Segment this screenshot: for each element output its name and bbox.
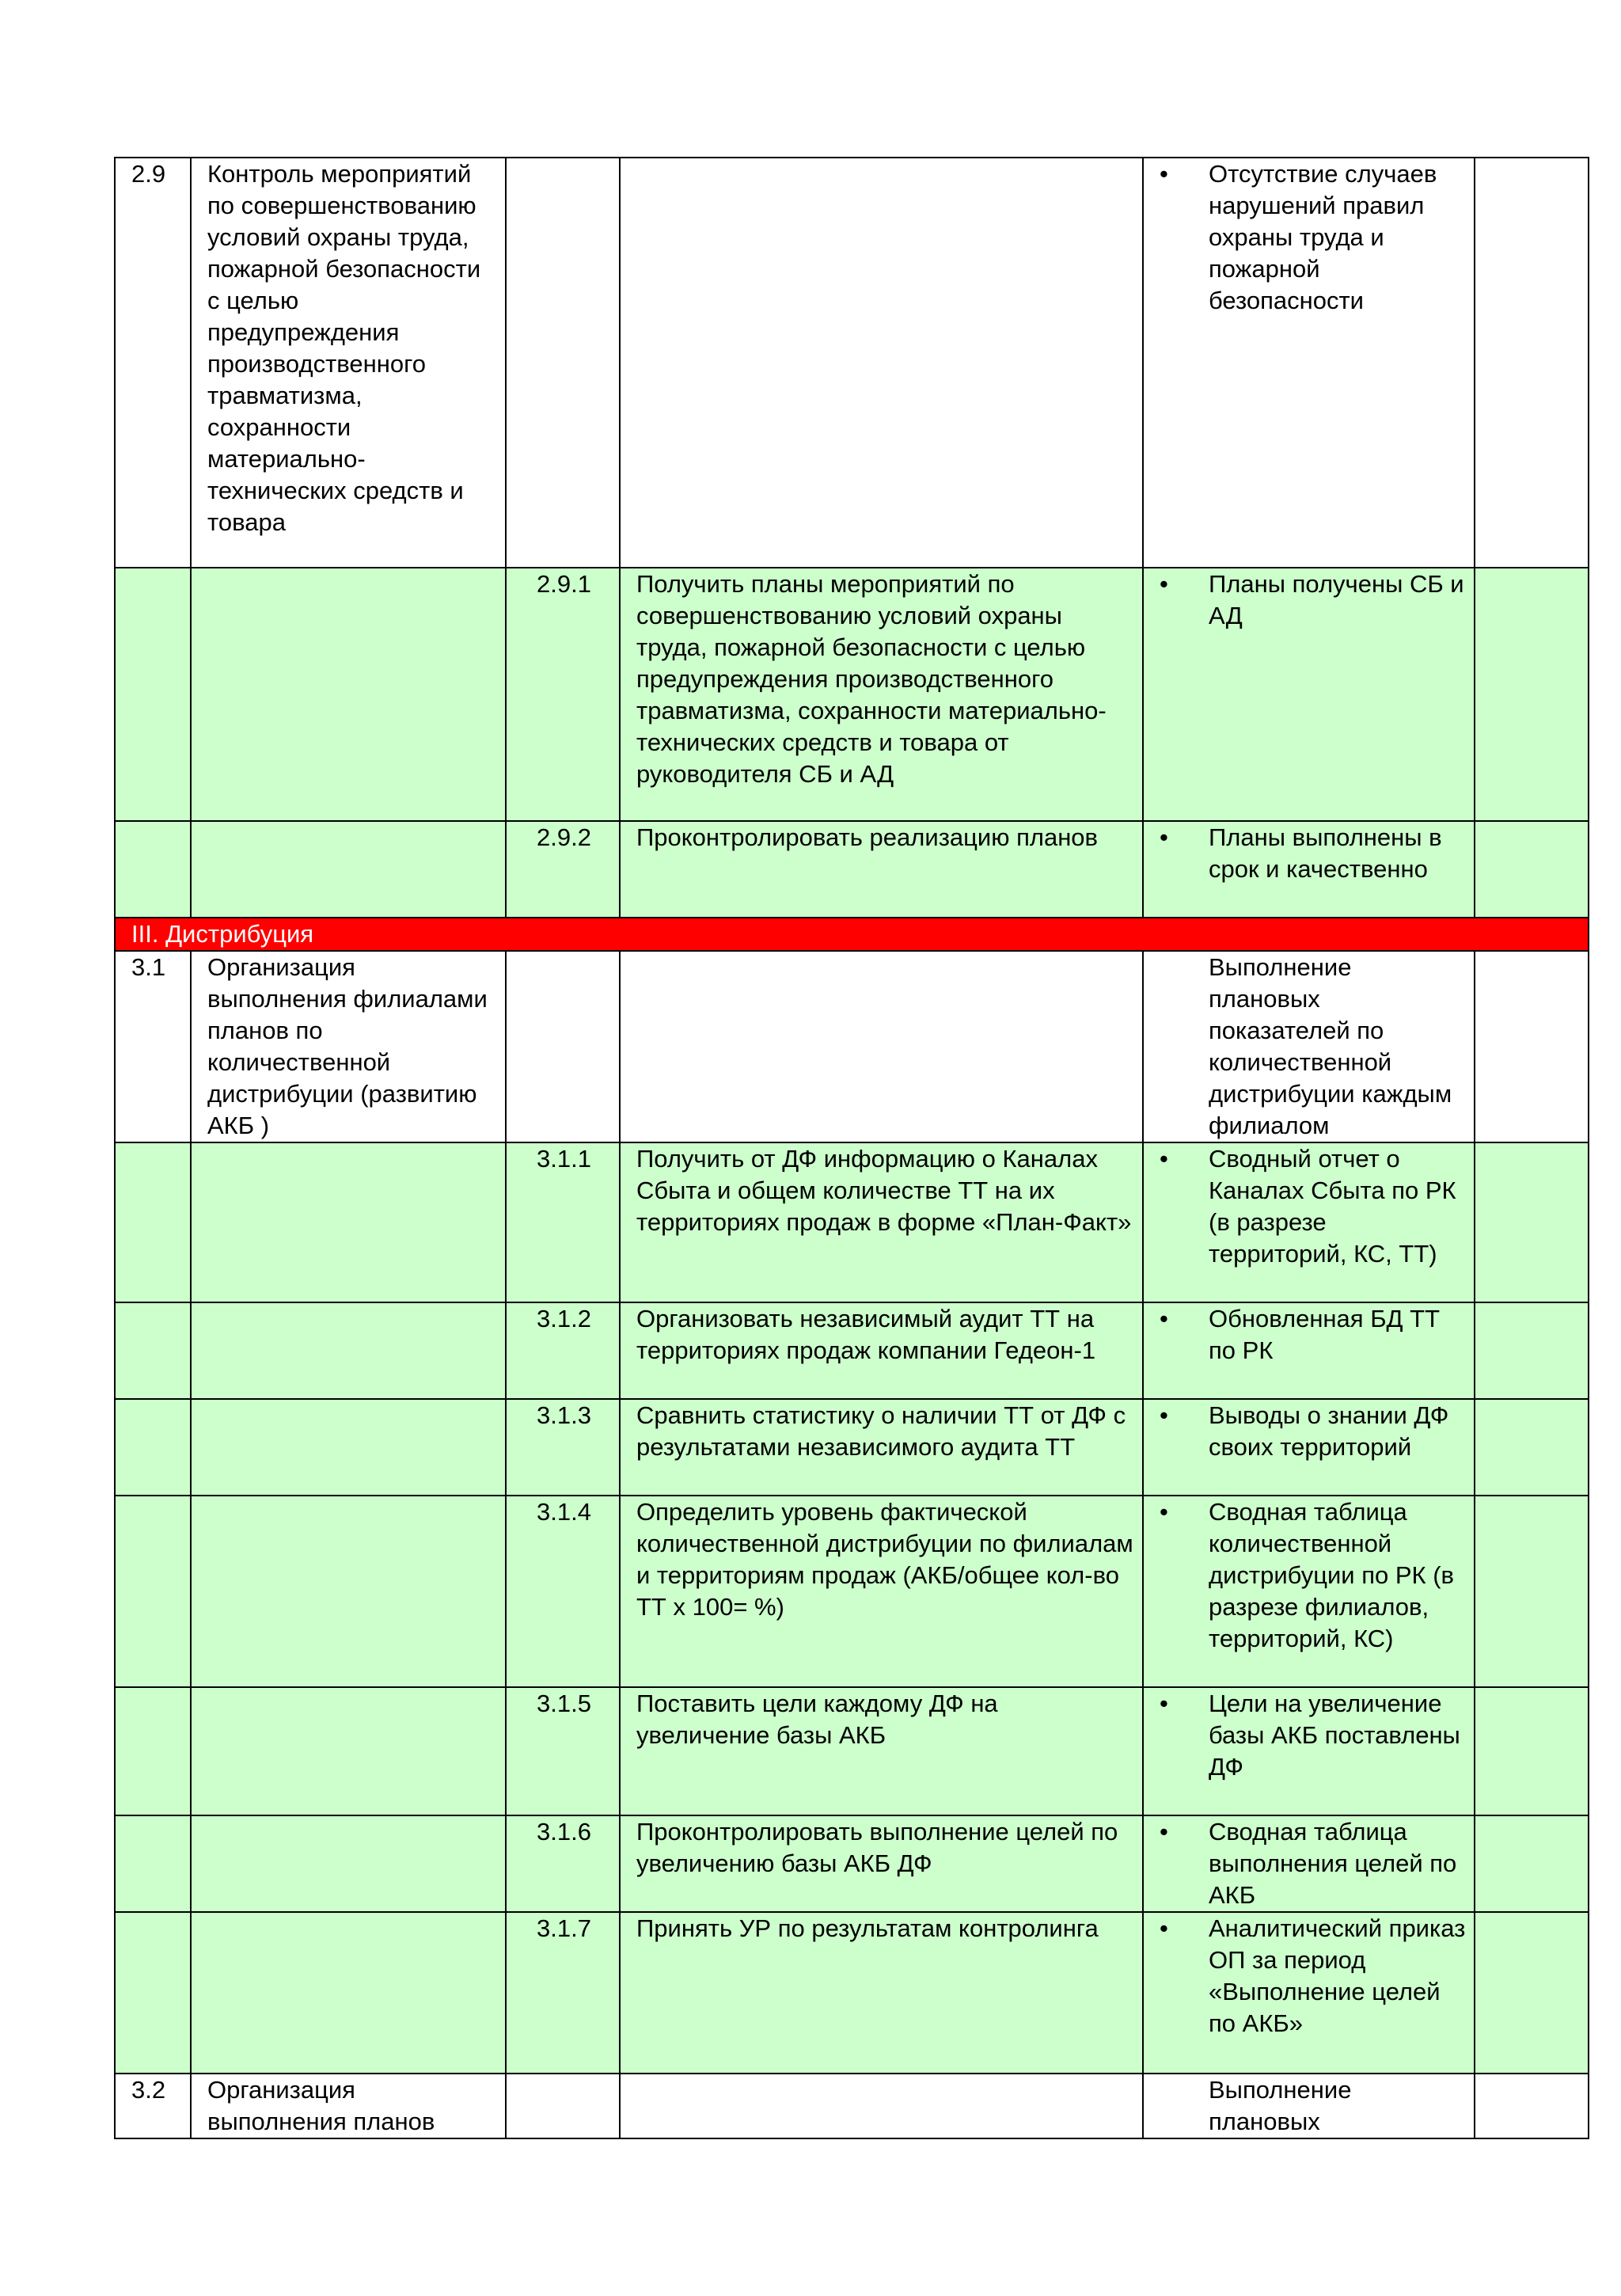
subitem-number: 3.1.2 (506, 1302, 620, 1399)
result-list (1160, 1913, 1466, 2039)
subitem-number: 2.9.2 (506, 821, 620, 918)
result-bullet: • Сводная таблица выполнения целей по АКБ (1160, 1816, 1466, 1911)
result-list (1160, 1303, 1466, 1367)
item-result (1143, 951, 1475, 1142)
result-list (1160, 1688, 1466, 1783)
result-list (1160, 822, 1466, 885)
item-number: 3.2 (115, 2074, 191, 2138)
item-number (115, 568, 191, 821)
item-result (1143, 1815, 1475, 1912)
item-number (115, 1912, 191, 2074)
item-number (115, 1687, 191, 1815)
item-number (115, 1496, 191, 1687)
subitem-task: Проконтролировать реализацию планов (620, 821, 1143, 918)
extra-cell (1475, 2074, 1589, 2138)
item-result (1143, 1302, 1475, 1399)
table-row (115, 568, 1589, 821)
extra-cell (1475, 568, 1589, 821)
subitem-task (620, 2074, 1143, 2138)
item-title: Организация выполнения планов (191, 2074, 506, 2138)
result-list (1160, 1143, 1466, 1270)
result-text: Выполнение плановых показателей по количественной дистрибуции каждым филиалом (1209, 953, 1452, 1139)
subitem-task: Принять УР по результатам контролинга (620, 1912, 1143, 2074)
result-bullet: • Обновленная БД ТТ по РК (1160, 1303, 1466, 1367)
table-row (115, 158, 1589, 568)
subitem-task (620, 158, 1143, 568)
extra-cell (1475, 1399, 1589, 1496)
subitem-task: Получить от ДФ информацию о Каналах Сбыта и общем количестве ТТ на их территориях продаж в форме «План-Факт» (620, 1142, 1143, 1302)
extra-cell (1475, 1142, 1589, 1302)
subitem-number (506, 158, 620, 568)
subitem-number (506, 951, 620, 1142)
extra-cell (1475, 821, 1589, 918)
item-title: Организация выполнения филиалами планов по количественной дистрибуции (развитию АКБ ) (191, 951, 506, 1142)
table-row (115, 1496, 1589, 1687)
item-title: Контроль мероприятий по совершенствованию условий охраны труда, пожарной безопасности с целью предупреждения производственного травматизма, сохранности материально-технических средств и товара (191, 158, 506, 568)
result-bullet: • Цели на увеличение базы АКБ поставлены ДФ (1160, 1688, 1466, 1783)
result-bullet: • Планы выполнены в срок и качественно (1160, 822, 1466, 885)
item-result (1143, 1399, 1475, 1496)
subitem-number: 3.1.3 (506, 1399, 620, 1496)
extra-cell (1475, 1815, 1589, 1912)
item-title (191, 1496, 506, 1687)
section-title: III. Дистрибуция (115, 918, 1589, 951)
item-number: 3.1 (115, 951, 191, 1142)
item-number (115, 1815, 191, 1912)
item-title (191, 1815, 506, 1912)
result-text: Выполнение плановых (1209, 2076, 1352, 2135)
item-result (1143, 158, 1475, 568)
table-row (115, 951, 1589, 1142)
subitem-number: 3.1.6 (506, 1815, 620, 1912)
table-row (115, 1912, 1589, 2074)
item-title (191, 1142, 506, 1302)
extra-cell (1475, 1496, 1589, 1687)
extra-cell (1475, 1302, 1589, 1399)
extra-cell (1475, 1912, 1589, 2074)
result-list (1160, 1496, 1466, 1655)
result-bullet: • Отсутствие случаев нарушений правил охраны труда и пожарной безопасности (1160, 158, 1466, 317)
process-table (114, 157, 1589, 2139)
item-title (191, 1302, 506, 1399)
item-number: 2.9 (115, 158, 191, 568)
item-title (191, 1687, 506, 1815)
result-list (1160, 1400, 1466, 1463)
extra-cell (1475, 1687, 1589, 1815)
item-result (1143, 1142, 1475, 1302)
subitem-number: 3.1.5 (506, 1687, 620, 1815)
subitem-number (506, 2074, 620, 2138)
item-result (1143, 1687, 1475, 1815)
table-row (115, 1399, 1589, 1496)
result-list (1160, 568, 1466, 632)
item-number (115, 1399, 191, 1496)
subitem-task: Получить планы мероприятий по совершенствованию условий охраны труда, пожарной безопасности с целью предупреждения производственного травматизма, сохранности материально-технических средств и товара от руководителя СБ и АД (620, 568, 1143, 821)
item-result (1143, 2074, 1475, 2138)
item-number (115, 1142, 191, 1302)
extra-cell (1475, 158, 1589, 568)
item-title (191, 821, 506, 918)
table-row (115, 821, 1589, 918)
result-list (1160, 1816, 1466, 1911)
subitem-number: 3.1.7 (506, 1912, 620, 2074)
item-result (1143, 1912, 1475, 2074)
subitem-number: 3.1.4 (506, 1496, 620, 1687)
subitem-number: 3.1.1 (506, 1142, 620, 1302)
result-bullet: • Сводный отчет о Каналах Сбыта по РК (в разрезе территорий, КС, ТТ) (1160, 1143, 1466, 1270)
table-row (115, 1302, 1589, 1399)
subitem-task: Организовать независимый аудит ТТ на территориях продаж компании Гедеон-1 (620, 1302, 1143, 1399)
table-row (115, 1815, 1589, 1912)
item-title (191, 568, 506, 821)
result-bullet: • Планы получены СБ и АД (1160, 568, 1466, 632)
item-result (1143, 1496, 1475, 1687)
subitem-task: Проконтролировать выполнение целей по увеличению базы АКБ ДФ (620, 1815, 1143, 1912)
extra-cell (1475, 951, 1589, 1142)
table-row (115, 2074, 1589, 2138)
item-title (191, 1399, 506, 1496)
subitem-task (620, 951, 1143, 1142)
table-row (115, 1687, 1589, 1815)
result-list (1160, 158, 1466, 317)
result-bullet: • Сводная таблица количественной дистрибуции по РК (в разрезе филиалов, территорий, КС) (1160, 1496, 1466, 1655)
subitem-task: Поставить цели каждому ДФ на увеличение базы АКБ (620, 1687, 1143, 1815)
table-row (115, 1142, 1589, 1302)
result-bullet: • Аналитический приказ ОП за период «Выполнение целей по АКБ» (1160, 1913, 1466, 2039)
item-number (115, 1302, 191, 1399)
subitem-number: 2.9.1 (506, 568, 620, 821)
result-bullet: • Выводы о знании ДФ своих территорий (1160, 1400, 1466, 1463)
subitem-task: Определить уровень фактической количественной дистрибуции по филиалам и территориям продаж (АКБ/общее кол-во ТТ х 100= %) (620, 1496, 1143, 1687)
item-number (115, 821, 191, 918)
section-row (115, 918, 1589, 951)
item-result (1143, 821, 1475, 918)
subitem-task: Сравнить статистику о наличии ТТ от ДФ с результатами независимого аудита ТТ (620, 1399, 1143, 1496)
item-result (1143, 568, 1475, 821)
item-title (191, 1912, 506, 2074)
